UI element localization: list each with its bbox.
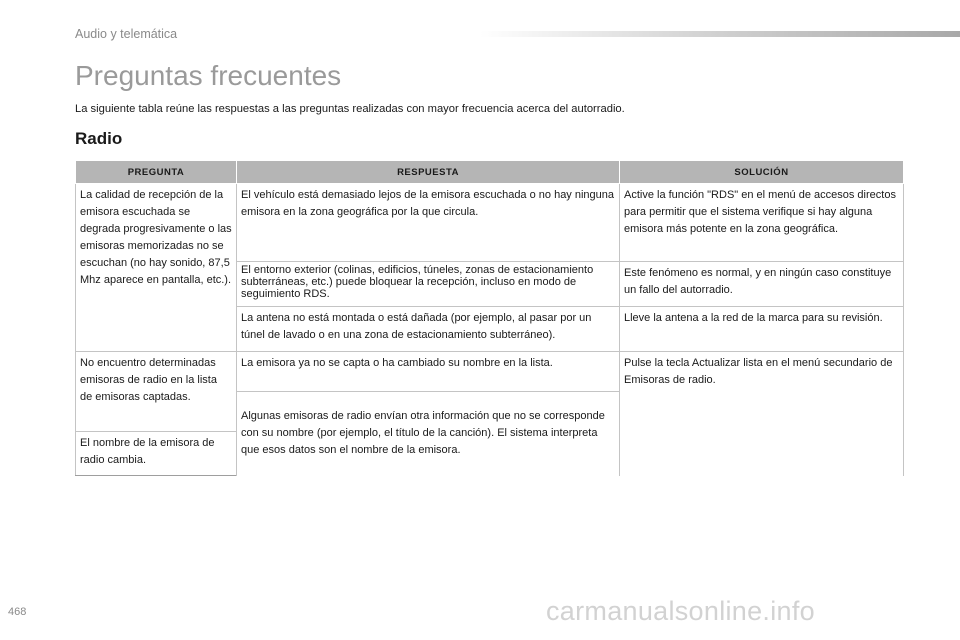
column-header-answer: RESPUESTA [237, 161, 620, 184]
solution-cell: Este fenómeno es normal, y en ningún caso constituye un fallo del autorradio. [620, 262, 904, 307]
faq-table [75, 160, 904, 476]
answer-cell: El vehículo está demasiado lejos de la emisora escuchada o no hay ninguna emisora en la zona geográfica por la que circula. [237, 184, 620, 262]
header-gradient-bar [480, 31, 960, 37]
page-number: 468 [8, 606, 27, 618]
question-cell: El nombre de la emisora de radio cambia. [76, 432, 237, 476]
question-cell: No encuentro determinadas emisoras de radio en la lista de emisoras captadas. [76, 352, 237, 432]
column-header-solution: SOLUCIÓN [620, 161, 904, 184]
section-label: Audio y telemática [75, 27, 178, 41]
solution-cell: Pulse la tecla Actualizar lista en el menú secundario de Emisoras de radio. [620, 352, 904, 476]
answer-cell: La antena no está montada o está dañada (por ejemplo, al pasar por un túnel de lavado o en una zona de estacionamiento subterráneo). [237, 307, 620, 352]
solution-cell: Active la función "RDS" en el menú de accesos directos para permitir que el sistema verifique si hay alguna emisora más potente en la zona geográfica. [620, 184, 904, 262]
section-title: Radio [75, 129, 123, 148]
table-row [76, 352, 904, 392]
question-cell: La calidad de recepción de la emisora escuchada se degrada progresivamente o las emisoras memorizadas no se escuchan (no hay sonido, 87,5 Mhz aparece en pantalla, etc.). [76, 184, 237, 352]
table-row [76, 184, 904, 262]
page-title: Preguntas frecuentes [75, 60, 342, 91]
answer-cell: Algunas emisoras de radio envían otra información que no se corresponde con su nombre (por ejemplo, el título de la canción). El sistema interpreta que esos datos son el nombre de la emisora. [237, 392, 620, 476]
column-header-question: PREGUNTA [76, 161, 237, 184]
answer-cell: El entorno exterior (colinas, edificios, túneles, zonas de estacionamiento subterráneas, etc.) puede bloquear la recepción, incluso en modo de seguimiento RDS. [237, 262, 620, 307]
answer-cell: La emisora ya no se capta o ha cambiado su nombre en la lista. [237, 352, 620, 392]
watermark: carmanualsonline.info [546, 596, 815, 626]
intro-text: La siguiente tabla reúne las respuestas a las preguntas realizadas con mayor frecuencia acerca del autorradio. [75, 103, 625, 115]
solution-cell: Lleve la antena a la red de la marca para su revisión. [620, 307, 904, 352]
table-header-row [76, 161, 904, 184]
